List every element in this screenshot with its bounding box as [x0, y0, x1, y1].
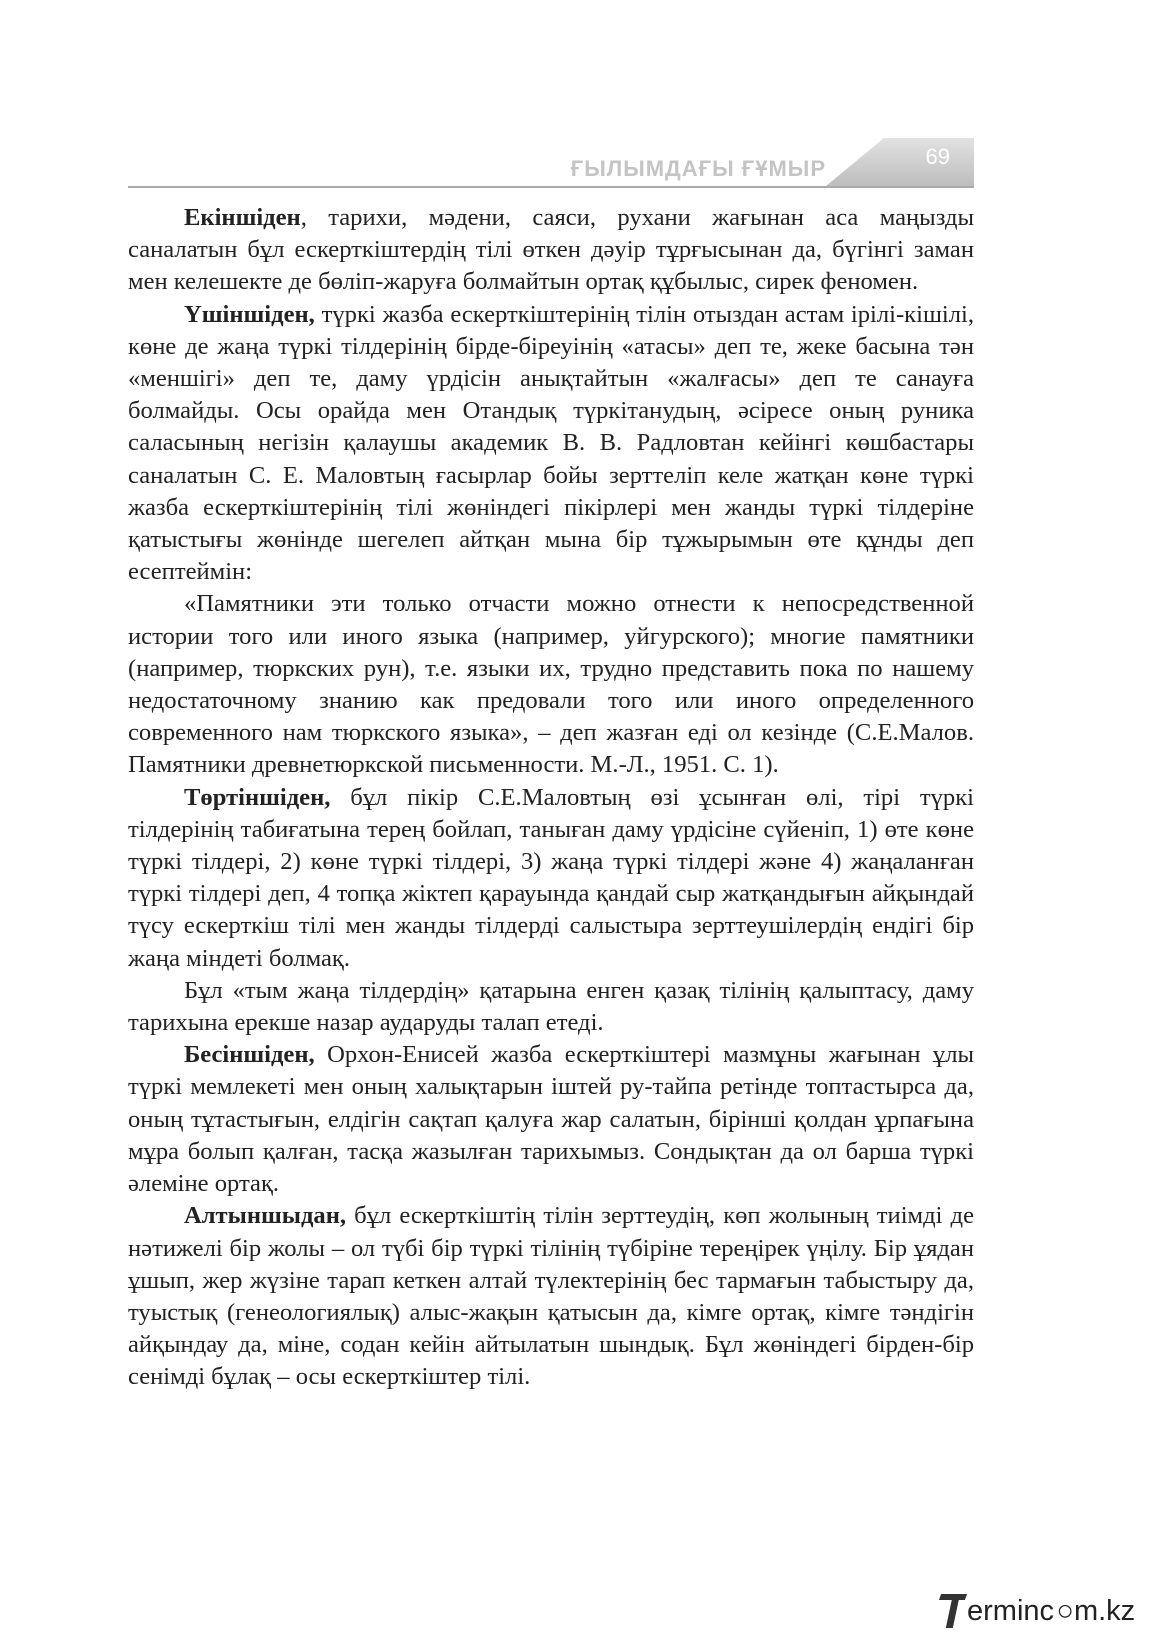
- header-wedge: [826, 138, 974, 186]
- paragraph-text: бұл пікір С.Е.Маловтың өзі ұсынған өлі, тірі түркі тілдерінің табиғатына терең бойлап, таныған даму үрдісіне сүйеніп, 1) өте көне түркі тілдері, 2) көне түркі тілдері, 3) жаңа түркі тілдері және 4) жаңаланған түркі тілдері деп, 4 топқа жіктеп қарауында қандай сыр жатқандығын айқындай түсу ескерткіш тілі мен жанды тілдерді салыстыра зерттеушілердің ендігі бір жаңа міндеті болмақ.: [128, 783, 974, 972]
- paragraph-lead: Үшіншіден,: [184, 300, 315, 328]
- paragraph-1: [128, 202, 974, 299]
- paragraph-lead: Төртіншіден,: [184, 783, 331, 811]
- running-title: ҒЫЛЫМДАҒЫ ҒҰМЫР: [570, 156, 826, 181]
- paragraph-text: түркі жазба ескерткіштерінің тілін отыздан астам ірілі-кішілі, көне де жаңа түркі тілдерінің бірде-біреуінің «атасы» деп те, жеке басына тән «меншігі» деп те, даму үрдісін анықтайтын «жалғасы» деп те санауға болмайды. Осы орайда мен Отандық түркітанудың, әсіресе оның руника саласының негізін қалаушы академик В. В. Радловтан кейінгі көшбастары саналатын С. Е. Маловтың ғасырлар бойы зерттеліп келе жатқан көне түркі жазба ескерткіштерінің тілі жөніндегі пікірлері мен жанды түркі тілдеріне қатыстығы жөнінде шегелеп айтқан мына бір тұжырымын өте құнды деп есептеймін:: [128, 300, 974, 586]
- header-rule: [128, 186, 974, 188]
- paragraph-text: , тарихи, мәдени, саяси, рухани жағынан аса маңызды саналатын бұл ескерткіштердің тілі өткен дәуір тұрғысынан да, бүгінгі заман мен келешекте де бөліп-жаруға болмайтын ортақ құбылыс, сирек феномен.: [128, 204, 974, 296]
- paragraph-text: Бұл «тым жаңа тілдердің» қатарына енген қазақ тілінің қалыптасу, даму тарихына ерекше назар аударуды талап етеді.: [128, 976, 974, 1037]
- paragraph-lead: Екіншіден: [184, 204, 301, 231]
- paragraph-lead: Бесіншіден,: [184, 1041, 315, 1069]
- paragraph-4: [128, 782, 974, 975]
- paragraph-7: [128, 1200, 974, 1393]
- watermark-text: erminc ○m.kz: [967, 1595, 1136, 1627]
- page-number: 69: [925, 144, 950, 169]
- body-text: [128, 202, 974, 1394]
- paragraph-2: [128, 299, 974, 589]
- paragraph-text: бұл ескерткіштің тілін зерттеудің, көп жолының тиімді де нәтижелі бір жолы – ол түбі бір түркі тілінің түбіріне тереңірек үңілу. Бір ұядан ұшып, жер жүзіне тарап кеткен алтай түлектерінің бес тармағын табыстыру да, туыстық (генеологиялық) алыс-жақын қатысын да, кімге ортақ, кімге тәндігін айқындау да, міне, содан кейін айтылатын шындық. Бұл жөніндегі бірден-бір сенімді бұлақ – осы ескерткіштер тілі.: [128, 1202, 974, 1391]
- termincom-watermark: [940, 1588, 1135, 1628]
- paragraph-text: Орхон-Енисей жазба ескерткіштері мазмұны жағынан ұлы түркі мемлекеті мен оның халықтарын іштей ру-тайпа ретінде топтастырса да, оның тұтастығын, елдігін сақтап қалуға жар салатын, бірінші қолдан ұрпағына мұра болып қалған, тасқа жазылған тарихымыз. Сондықтан да ол барша түркі әлеміне ортақ.: [128, 1041, 974, 1198]
- paragraph-lead: Алтыншыдан,: [184, 1202, 347, 1230]
- paragraph-text: «Памятники эти только отчасти можно отнести к непосредственной истории того или иного языка (например, уйгурского); многие памятники (например, тюркских рун), т.е. языки их, трудно представить пока по нашему недостаточному знанию как предовали того или иного определенного современного нам тюркского языка», – деп жазған еді ол кезінде (С.Е.Малов. Памятники древнетюркской письменности. М.-Л., 1951. С. 1).: [128, 590, 974, 779]
- t-logo-icon: [940, 1594, 966, 1628]
- paragraph-5: [128, 975, 974, 1039]
- page-header: [128, 138, 974, 188]
- paragraph-3-quote: [128, 588, 974, 781]
- paragraph-6: [128, 1039, 974, 1200]
